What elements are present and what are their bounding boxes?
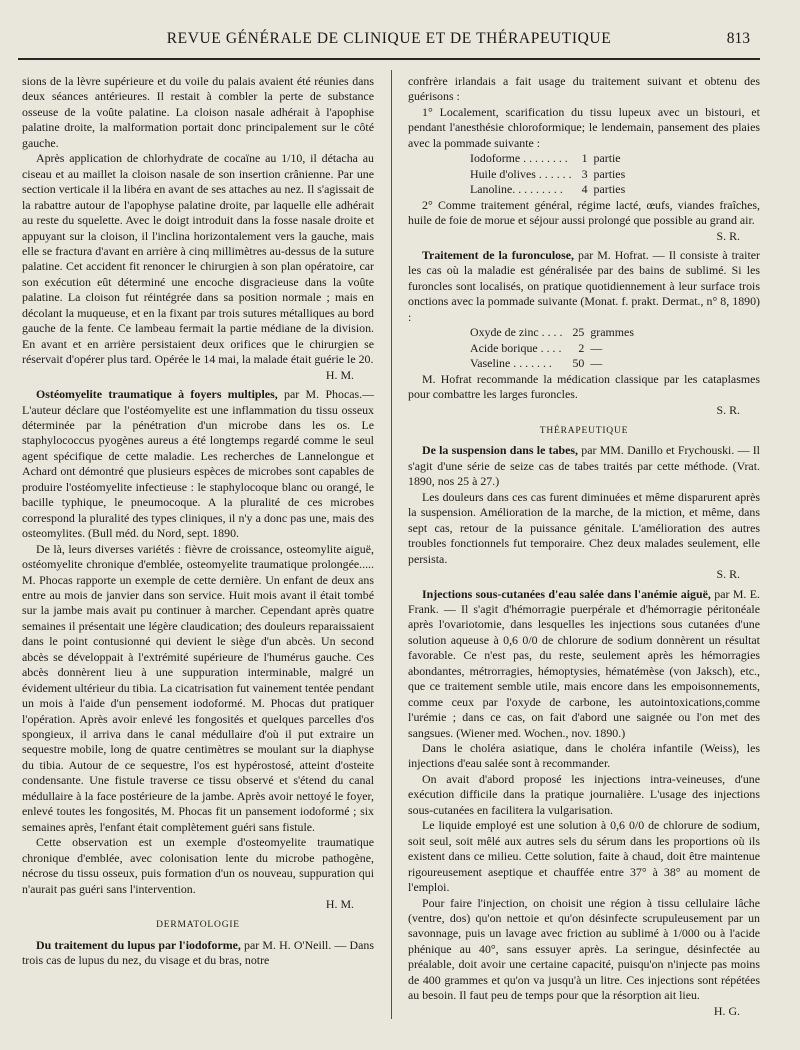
article-title: Traitement de la furonculose, (422, 247, 574, 262)
section-heading-therapeutique: THÉRAPEUTIQUE (539, 425, 629, 436)
paragraph: 1° Localement, scarification du tissu lupeux avec un bistouri, et pendant l'anesthésie chloroformique; le lendemain, pansement des plaies avec la pommade suivante : (408, 104, 760, 150)
running-head (18, 28, 760, 60)
article-lupus: Du traitement du lupus par l'iodoforme, par M. H. O'Neill. — Dans trois cas de lupus du nez, du visage et du bras, notre (22, 937, 374, 968)
author-initials: H. M. (325, 897, 354, 912)
article-title: Injections sous-cutanées d'eau salée dans l'anémie aiguë, (422, 586, 711, 601)
column-divider (391, 70, 392, 1019)
article-title: Ostéomyelite traumatique à foyers multiples, (36, 387, 278, 402)
paragraph: sions de la lèvre supérieure et du voile du palais avaient été réunies dans deux séances antérieures. Il restait à combler la perte de substance osseuse de la voûte palatine. La cloison nasale adhérait à l'apophise palatine droite, la malformation portait donc principalement sur le côté gauche. (22, 74, 374, 150)
recipe-row: Oxyde de zinc . . . . 25 grammes (470, 325, 634, 340)
author-initials: H. G. (713, 1003, 740, 1018)
paragraph: Après application de chlorhydrate de cocaïne au 1/10, il détacha au ciseau et au maillet la cloison nasale de son insertion crânienne. Par une section verticale il la libéra en avant de ses attaches au nez. Il s'agissait de la rabattre autour de l'apophyse palatine droite, par laquelle elle adhérait au reste du squelette. Avec le doigt introduit dans la fosse nasale droite et appuyant sur la cloison, il l'inclina horizontalement vers la gauche, mais elle se fractura d'avant en arrière à cinq millimètres au-dessus de la suture palatine. Cet accident fit renoncer le chirurgien à son plan opératoire, car son exécution eût déterminé une encoche disgracieuse dans la voûte palatine. La cloison fut réintégrée dans sa position normale ; mais en décolant la muqueuse, et en la fixant par trois sutures métalliques au bord gauche de la fente. Ce lambeau fermait la partie médiane de la division. En avant et en arrière persistaient deux orifices que le chirurgien se réservait d'opérer plus tard. Opérée le 14 mai, la malade était guérie le 20. H. M. (22, 151, 374, 382)
paragraph: Dans le choléra asiatique, dans le choléra infantile (Weiss), les injections d'eau salée sont à recommander. (408, 741, 760, 771)
paragraph: M. Hofrat recommande la médication classique par les cataplasmes pour combattre les larges furoncles. S. R. (408, 371, 760, 417)
paragraph: De là, leurs diverses variétés : fièvre de croissance, osteomylite aiguë, ostéomyelite chronique d'emblée, osteomyelite traumatique prolongée..... M. Phocas rapporte un exemple de cette dernière. Un enfant de deux ans entre au mois de janvier dans son service. Huit mois avant il était tombé sur la jambe mais avait pu continuer à marcher. Cependant après quatre semaines il présentait une légère claudication; des douleurs reparaissaient dans le point contusionné qui devient le siège d'un abcès. Un second abcès se développait à l'extrémité supérieure de l'humérus gauche. Ces abcès donnèrent lieu à une suppuration interminable, malgré un évidement ultérieur du tibia. La cicatrisation fut vainement tentée pendant un mois à l'aide d'un pensement iodoformé. M. Phocas dut pratiquer l'opération. Après avoir enlevé les fongosités et quelques parcelles d'os spongieux, il arriva dans le canal médullaire d'où il put extraire un sequestre mobile, long de quatre centimètres se moulant sur la diaphyse du tibia. Autour de ce sequestre, l'os est hypérostosé, atteint d'osteite condensante. Une fistule traverse ce tissu observé et s'étend du canal médullaire à la face postérieure de la jambe. Après avoir nettoyé le foyer, enlevé toutes les fongosités, M. Phocas fit un pansement iodoformé ; six semaines après, l'enfant était complètement guéri sans fistule. (22, 541, 374, 834)
author-initials: H. M. (325, 367, 354, 382)
paragraph: confrère irlandais a fait usage du traitement suivant et obtenu des guérisons : (408, 74, 760, 104)
author-initials: S. R. (716, 402, 740, 417)
article-furonculose: Traitement de la furonculose, par M. Hofrat. — Il consiste à traiter les cas où la maladie est généralisée par des bains de sublimé. Si les furoncles sont localisés, on pratique quotidiennement à leur surface trois onctions avec la pommade suivante (Monat. f. prakt. Dermat., n° 8, 1890) : (408, 247, 760, 324)
recipe-row: Huile d'olives . . . . . . 3 parties (470, 166, 626, 181)
paragraph: Cette observation est un exemple d'osteomyelite traumatique chronique d'emblée, avec colonisation lente du microbe pathogène, nécrose du tissu osseux, puis formation d'un os nouveau, suppuration qui n'aurait pas guéri sans l'intervention. (22, 835, 374, 896)
page-number: 813 (726, 30, 750, 47)
article-injections: Injections sous-cutanées d'eau salée dans l'anémie aiguë, par M. E. Frank. — Il s'agit d'hémorragie puerpérale et d'hémorragie péritonéale après l'ovariotomie, dans lesquelles les injections sous cutanées d'une solution aqueuse à 0,6 0/0 de chlorure de sodium donnèrent un résultat favorable. Ce n'est pas, du reste, seulement après les hémorragies abondantes, métrorragies, hémoptysies, hématémèse (von Jaksch), etc., que ce traitement semble utile, mais encore dans les empoisonnements, comme ceux par l'oxyde de carbone, les autointoxications,comme l'urémie ; dans ce cas, on fait d'abord une saignée ou l'on met des sangsues. (Wiener med. Wochen., nov. 1890.) (408, 586, 761, 740)
paragraph: On avait d'abord proposé les injections intra-veineuses, d'une exécution difficile dans la pratique journalière. L'usage des injections sous-cutanées en facilitera la vulgarisation. (408, 771, 760, 817)
paragraph: Les douleurs dans ces cas furent diminuées et même disparurent après la suspension. Amélioration de la marche, de la miction, et même, dans sept cas, retour de la puissance génitale. L'amélioration des autres troubles fonctionnels fut temporaire. Chez deux malades seulement, elle persista. S. R. (408, 489, 760, 582)
article-osteomyelite: Ostéomyelite traumatique à foyers multiples, par M. Phocas.— L'auteur déclare que l'ostéomyelite est une inflammation du tissu osseux déterminée par la pénétration d'un microbe dans les os. Le staphylococcus pyogènes aureus a été longtemps regardé comme le seul agent spécifique de cette maladie. Les recherches de Lannelongue et Achard ont démontré que plusieurs espèces de microbes sont capables de produire l'ostéomyelite infectieuse : le staphylocoque blanc ou orangé, le bacille typhique, le pneumocoque. A la pluralité de ces microbes correspond la pluralité des types cliniques, il n'y a donc pas une, mais des osteomylites. (Bull méd. du Nord, sept. 1890. (22, 387, 374, 541)
paragraph: Pour faire l'injection, on choisit une région à tissu cellulaire lâche (ventre, dos) qu'on nettoie et qu'on désinfecte scrupuleusement par un savonnage, puis un lavage avec friction au sublimé à 1/000 ou à l'acide phénique au 40°, sans essuyer après. La seringue, désinfectée au préalable, doit avoir une certaine capacité, puisqu'on n'injecte pas moins de 400 grammes et qu'on va jusqu'à un litre. Ces injections sont répétées au besoin. Il faut peu de temps pour que la résorption ait lieu. (408, 895, 760, 1003)
author-initials: S. R. (716, 228, 740, 243)
section-heading-dermatologie: DERMATOLOGIE (156, 920, 240, 931)
article-title: De la suspension dans le tabes, (422, 443, 579, 458)
paragraph: 2° Comme traitement général, régime lacté, œufs, viandes fraîches, huile de foie de morue et séjour aussi prolongé que possible au grand air. S. R. (408, 197, 760, 243)
paragraph: Le liquide employé est une solution à 0,6 0/0 de chlorure de sodium, soit seul, soit mêlé aux autres sels du sérum dans les proportions où ils existent dans ce milieu. Cette solution, faite à chaud, doit être maintenue rigoureusement aseptique et chauffée entre 37° à 38° au moment de l'emploi. (408, 818, 760, 895)
recipe-row: Acide borique . . . . 2 — (470, 340, 603, 355)
recipe-table (470, 325, 634, 371)
recipe-row: Vaseline . . . . . . . 50 — (470, 356, 603, 371)
recipe-table (470, 151, 625, 197)
left-column (22, 74, 374, 1019)
right-column (408, 74, 760, 1019)
recipe-row: Iodoforme . . . . . . . . 1 partie (470, 151, 621, 166)
article-suspension: De la suspension dans le tabes, par MM. Danillo et Frychouski. — Il s'agit d'une série de seize cas de tabes traités par cette méthode. (Vrat. 1890, nos 25 à 27.) (408, 443, 760, 489)
text-columns (18, 74, 760, 1019)
journal-title: REVUE GÉNÉRALE DE CLINIQUE ET DE THÉRAPEUTIQUE (166, 30, 612, 47)
author-initials: S. R. (716, 567, 740, 582)
article-title: Du traitement du lupus par l'iodoforme, (36, 937, 241, 952)
recipe-row: Lanoline. . . . . . . . . 4 parties (470, 182, 626, 197)
